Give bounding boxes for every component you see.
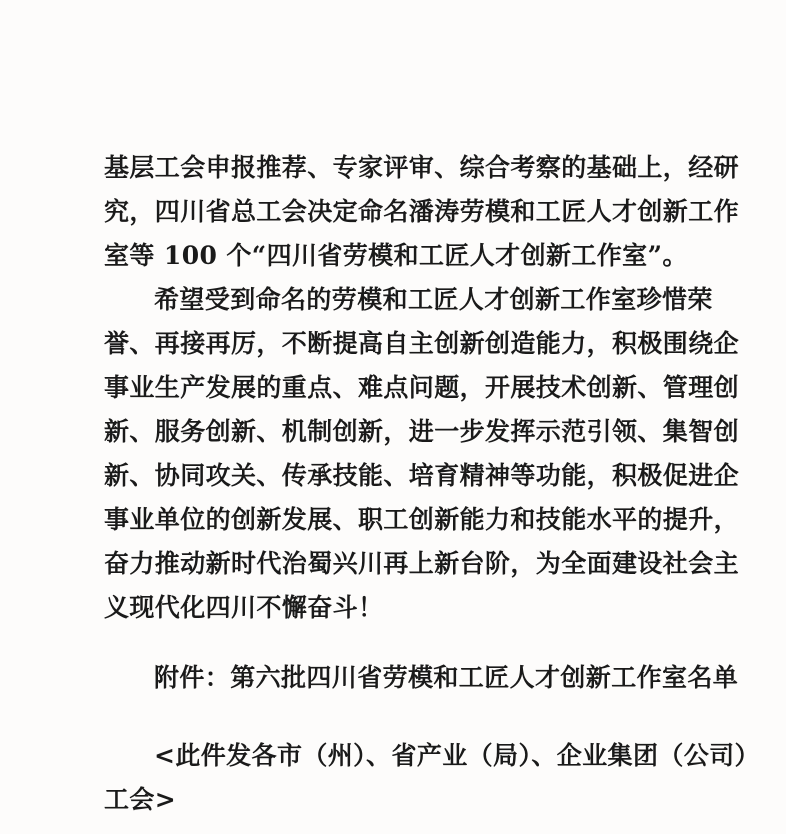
- text-line: 室等 100 个“四川省劳模和工匠人才创新工作室”。: [104, 241, 688, 270]
- text-line: 事业生产发展的重点、难点问题，开展技术创新、管理创: [104, 373, 740, 402]
- text-line: <此件发各市（州）、省产业（局）、企业集团（公司）: [154, 741, 760, 770]
- text-line: 希望受到命名的劳模和工匠人才创新工作室珍惜荣: [154, 285, 713, 314]
- text-line: 工会>: [104, 785, 177, 814]
- text-line: 奋力推动新时代治蜀兴川再上新台阶，为全面建设社会主: [104, 549, 740, 578]
- text-line: 事业单位的创新发展、职工创新能力和技能水平的提升，: [104, 505, 740, 534]
- text-line: 究，四川省总工会决定命名潘涛劳模和工匠人才创新工作: [104, 197, 740, 226]
- text-line: 新、协同攻关、传承技能、培育精神等功能，积极促进企: [104, 461, 740, 490]
- text-line: 誉、再接再厉，不断提高自主创新创造能力，积极围绕企: [104, 329, 740, 358]
- text-line: 基层工会申报推荐、专家评审、综合考察的基础上，经研: [104, 153, 740, 182]
- attachment-line: 附件：第六批四川省劳模和工匠人才创新工作室名单: [154, 663, 739, 692]
- text-line: 新、服务创新、机制创新，进一步发挥示范引领、集智创: [104, 417, 740, 446]
- text-line: 义现代化四川不懈奋斗！: [104, 593, 384, 622]
